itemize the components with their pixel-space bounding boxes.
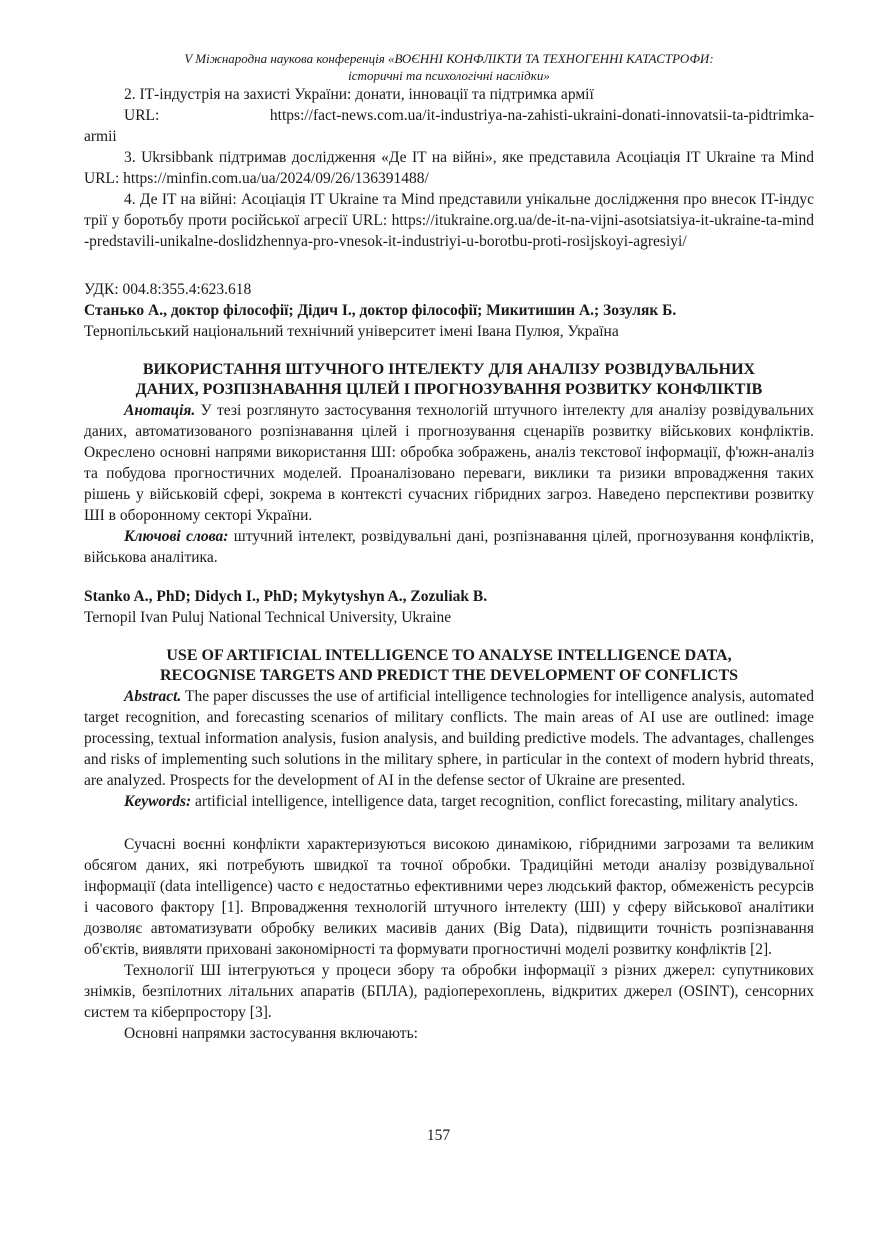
keywords-en-label: Keywords: [124,793,192,810]
page-number: 157 [426,1127,451,1144]
title-en-line-2: RECOGNISE TARGETS AND PREDICT THE DEVELOPMENT OF CONFLICTS [159,667,739,684]
title-ua [84,360,814,400]
affiliation-ua: Тернопільський національний технічний університет імені Івана Пулюя, Україна [84,323,619,340]
affiliation-en: Ternopil Ivan Puluj National Technical University, Ukraine [84,609,452,626]
abstract-en-text: The paper discusses the use of artificial intelligence technologies for intelligence analysis, automated target recognition, and forecasting scenarios of military conflicts. The main areas of AI use are outlined: image processing, textual information analysis, fusion analysis, and building predictive models. The advantages, challenges and risks of implementing such solutions in the military sphere, in particular in the context of modern hybrid threats, are analyzed. Prospects for the development of AI in the defense sector of Ukraine are presented. [84,688,814,789]
abstract-ua-label: Анотація. [124,402,196,419]
header-line-2: історичні та психологічні наслідки» [348,68,550,83]
abstract-ua-text: У тезі розглянуто застосування технологій штучного інтелекту для аналізу розвідувальних даних, автоматизованого розпізнавання цілей і прогнозування сценаріїв розвитку військових конфліктів. Окреслено основні напрями використання ШІ: обробка зображень, аналіз текстової інформації, ф'южн-аналіз та побудова прогностичних моделей. Проаналізовано переваги, виклики та ризики впровадження таких рішень у військовій сфері, зокрема в контексті сучасних гібридних загроз. Наведено перспективи розвитку ШІ в оборонному секторі України. [84,402,814,524]
body-paragraph-3: Основні напрямки застосування включають: [124,1025,418,1042]
reference-4: 4. Де IT на війні: Асоціація IT Ukraine та Mind представили унікальне дослідження про внесок IT-індустрії у боротьбу проти російської агресії URL: https://itukraine.org.ua/de-it-na-vijni-asotsiatsiya-it-ukraine-ta-mind-predstavili-unikalne-doslidzhennya-pro-vnesok-it-industriyi-u-borotbu-proti-rosijskoyi-agresiyi/ [84,191,814,250]
reference-2-title: 2. ІТ-індустрія на захисті України: донати, інновації та підтримка армії [124,86,594,103]
header-line-1: V Міжнародна наукова конференція «ВОЄННІ КОНФЛІКТИ ТА ТЕХНОГЕННІ КАТАСТРОФИ: [184,51,714,66]
title-ua-line-2: ДАНИХ, РОЗПІЗНАВАННЯ ЦІЛЕЙ І ПРОГНОЗУВАННЯ РОЗВИТКУ КОНФЛІКТІВ [135,381,763,398]
keywords-ua-text: штучний інтелект, розвідувальні дані, розпізнавання цілей, прогнозування конфліктів, військова аналітика. [84,528,814,566]
keywords-ua-label: Ключові слова: [124,528,229,545]
authors-ua: Станько А., доктор філософії; Дідич І., доктор філософії; Микитишин А.; Зозуляк Б. [84,302,677,319]
running-header [84,50,814,84]
reference-2-url-label: URL: [124,107,160,124]
abstract-en-label: Abstract. [124,688,182,705]
keywords-ua [84,526,814,568]
reference-3: 3. Ukrsibbank підтримав дослідження «Де IT на війні», яке представила Асоціація IT Ukraine та Mind URL: https://minfin.com.ua/ua/2024/09/26/136391488/ [84,149,814,187]
abstract-ua [84,400,814,526]
body-paragraph-2: Технології ШІ інтегруються у процеси збору та обробки інформації з різних джерел: супутникових знімків, безпілотних літальних апаратів (БПЛА), радіоперехоплень, відкритих джерел (OSINT), сенсорних систем та кіберпростору [3]. [84,962,814,1021]
reference-2-url-line [84,105,814,126]
authors-en: Stanko A., PhD; Didych I., PhD; Mykytyshyn A., Zozuliak B. [84,588,488,605]
title-ua-line-1: ВИКОРИСТАННЯ ШТУЧНОГО ІНТЕЛЕКТУ ДЛЯ АНАЛІЗУ РОЗВІДУВАЛЬНИХ [142,361,756,378]
abstract-en [84,686,814,791]
page-content [84,50,814,1044]
body-paragraph-1: Сучасні воєнні конфлікти характеризуються високою динамікою, гібридними загрозами та великим обсягом даних, які потребують швидкої та точної обробки. Традиційні методи аналізу розвідувальної інформації (data intelligence) часто є недостатньо ефективними через людський фактор, обмеженість ресурсів і часового фактору [1]. Впровадження технологій штучного інтелекту (ШІ) у сферу військової аналітики дозволяє автоматизувати обробку великих масивів даних (Big Data), підвищити точність розпізнавання об'єктів, виявляти приховані закономірності та формувати прогностичні моделі розвитку конфліктів [2]. [84,836,814,958]
title-en-line-1: USE OF ARTIFICIAL INTELLIGENCE TO ANALYSE INTELLIGENCE DATA, [166,647,732,664]
title-en [84,646,814,686]
keywords-en-text: artificial intelligence, intelligence data, target recognition, conflict forecasting, military analytics. [191,793,799,810]
reference-2-url[interactable]: https://fact-news.com.ua/it-industriya-na-zahisti-ukraini-donati-innovatsii-ta-pidtrimka- [269,107,814,124]
udc-code: УДК: 004.8:355.4:623.618 [84,281,252,298]
reference-2-url-cont: armii [84,128,117,145]
keywords-en [84,791,814,812]
